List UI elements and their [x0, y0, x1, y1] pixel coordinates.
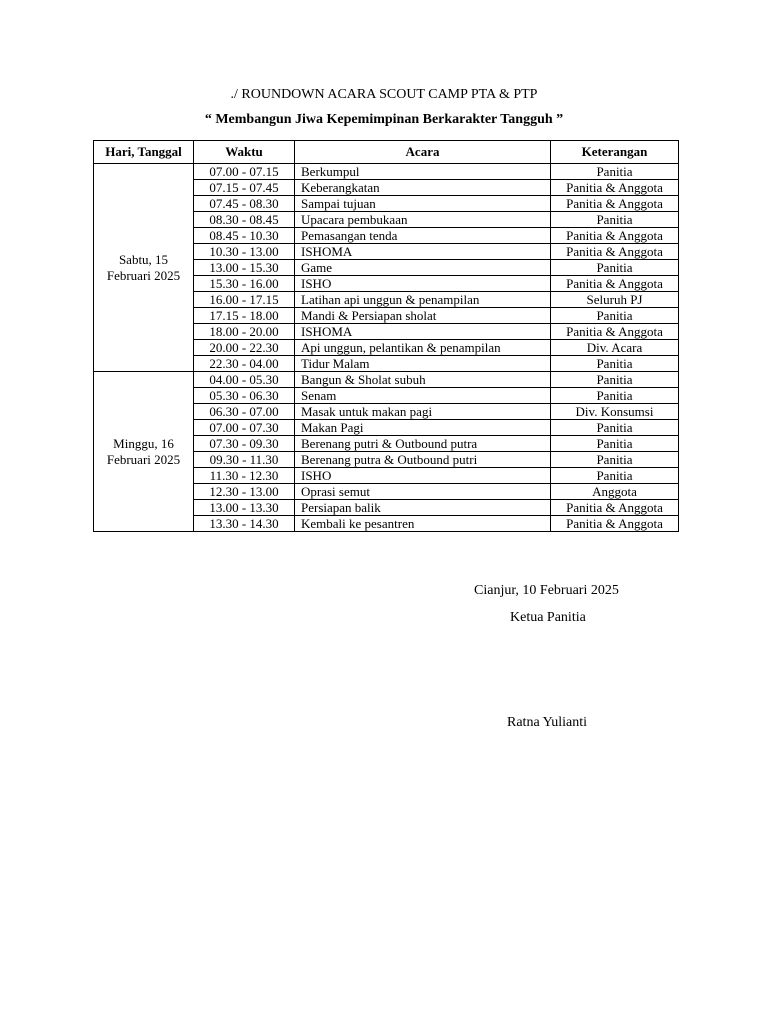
time-cell: 18.00 - 20.00 [194, 324, 295, 340]
event-cell: Game [295, 260, 551, 276]
event-cell: Berkumpul [295, 164, 551, 180]
time-cell: 05.30 - 06.30 [194, 388, 295, 404]
time-cell: 20.00 - 22.30 [194, 340, 295, 356]
document-subtitle: “ Membangun Jiwa Kepemimpinan Berkarakter Tangguh ” [204, 112, 564, 127]
time-cell: 13.30 - 14.30 [194, 516, 295, 532]
event-cell: Masak untuk makan pagi [295, 404, 551, 420]
note-cell: Panitia & Anggota [551, 196, 679, 212]
event-cell: Tidur Malam [295, 356, 551, 372]
event-cell: Berenang putri & Outbound putra [295, 436, 551, 452]
note-cell: Panitia & Anggota [551, 228, 679, 244]
day-cell: Minggu, 16 Februari 2025 [94, 372, 194, 532]
table-header-row [94, 141, 679, 164]
rundown-table [93, 140, 679, 532]
time-cell: 17.15 - 18.00 [194, 308, 295, 324]
time-cell: 12.30 - 13.00 [194, 484, 295, 500]
time-cell: 13.00 - 15.30 [194, 260, 295, 276]
time-cell: 06.30 - 07.00 [194, 404, 295, 420]
time-cell: 07.30 - 09.30 [194, 436, 295, 452]
note-cell: Div. Konsumsi [551, 404, 679, 420]
time-cell: 07.45 - 08.30 [194, 196, 295, 212]
column-header-day: Hari, Tanggal [94, 141, 194, 164]
event-cell: Upacara pembukaan [295, 212, 551, 228]
time-cell: 16.00 - 17.15 [194, 292, 295, 308]
rundown-body [94, 164, 679, 532]
time-cell: 15.30 - 16.00 [194, 276, 295, 292]
event-cell: Berenang putra & Outbound putri [295, 452, 551, 468]
event-cell: Oprasi semut [295, 484, 551, 500]
note-cell: Panitia [551, 260, 679, 276]
event-cell: Pemasangan tenda [295, 228, 551, 244]
column-header-event: Acara [295, 141, 551, 164]
time-cell: 09.30 - 11.30 [194, 452, 295, 468]
event-cell: Makan Pagi [295, 420, 551, 436]
signature-place-date: Cianjur, 10 Februari 2025 [474, 583, 619, 598]
note-cell: Panitia [551, 452, 679, 468]
note-cell: Panitia [551, 436, 679, 452]
event-cell: Api unggun, pelantikan & penampilan [295, 340, 551, 356]
table-row [94, 372, 679, 388]
table-row [94, 164, 679, 180]
time-cell: 08.30 - 08.45 [194, 212, 295, 228]
signature-role: Ketua Panitia [510, 610, 586, 625]
note-cell: Panitia & Anggota [551, 180, 679, 196]
event-cell: Senam [295, 388, 551, 404]
event-cell: Bangun & Sholat subuh [295, 372, 551, 388]
note-cell: Panitia [551, 308, 679, 324]
event-cell: Sampai tujuan [295, 196, 551, 212]
column-header-note: Keterangan [551, 141, 679, 164]
note-cell: Anggota [551, 484, 679, 500]
time-cell: 11.30 - 12.30 [194, 468, 295, 484]
event-cell: Keberangkatan [295, 180, 551, 196]
note-cell: Panitia [551, 388, 679, 404]
event-cell: Mandi & Persiapan sholat [295, 308, 551, 324]
note-cell: Panitia [551, 468, 679, 484]
note-cell: Panitia & Anggota [551, 516, 679, 532]
event-cell: Persiapan balik [295, 500, 551, 516]
event-cell: Kembali ke pesantren [295, 516, 551, 532]
time-cell: 10.30 - 13.00 [194, 244, 295, 260]
note-cell: Panitia [551, 212, 679, 228]
time-cell: 07.00 - 07.30 [194, 420, 295, 436]
note-cell: Seluruh PJ [551, 292, 679, 308]
note-cell: Panitia [551, 420, 679, 436]
note-cell: Panitia & Anggota [551, 276, 679, 292]
time-cell: 08.45 - 10.30 [194, 228, 295, 244]
note-cell: Panitia [551, 372, 679, 388]
event-cell: ISHO [295, 468, 551, 484]
note-cell: Panitia [551, 164, 679, 180]
signature-name: Ratna Yulianti [507, 715, 587, 730]
note-cell: Panitia [551, 356, 679, 372]
time-cell: 07.00 - 07.15 [194, 164, 295, 180]
time-cell: 04.00 - 05.30 [194, 372, 295, 388]
note-cell: Panitia & Anggota [551, 244, 679, 260]
note-cell: Div. Acara [551, 340, 679, 356]
column-header-time: Waktu [194, 141, 295, 164]
note-cell: Panitia & Anggota [551, 500, 679, 516]
day-cell: Sabtu, 15 Februari 2025 [94, 164, 194, 372]
note-cell: Panitia & Anggota [551, 324, 679, 340]
time-cell: 07.15 - 07.45 [194, 180, 295, 196]
event-cell: ISHOMA [295, 324, 551, 340]
event-cell: ISHO [295, 276, 551, 292]
document-title: ./ ROUNDOWN ACARA SCOUT CAMP PTA & PTP [230, 87, 538, 102]
time-cell: 22.30 - 04.00 [194, 356, 295, 372]
time-cell: 13.00 - 13.30 [194, 500, 295, 516]
event-cell: ISHOMA [295, 244, 551, 260]
event-cell: Latihan api unggun & penampilan [295, 292, 551, 308]
